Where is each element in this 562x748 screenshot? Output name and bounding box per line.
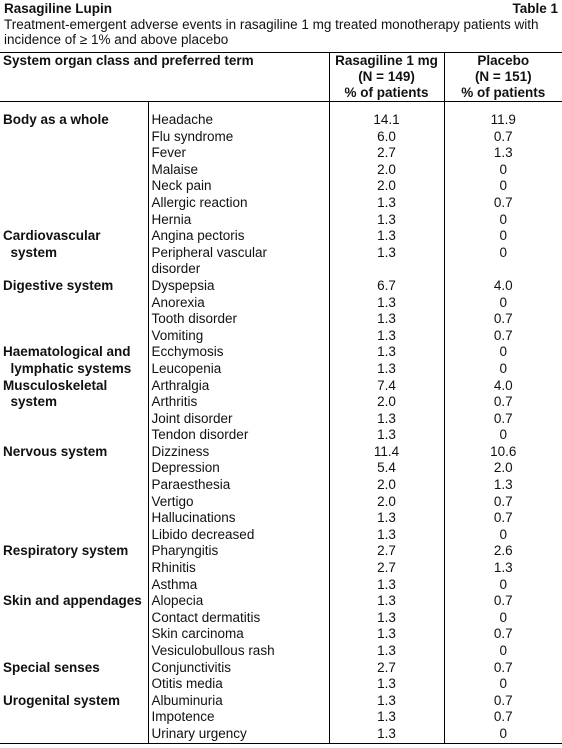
table-row — [0, 411, 562, 428]
organ-class-cell — [0, 643, 148, 660]
preferred-term-cell: Skin carcinoma — [148, 626, 329, 643]
placebo-percent-cell: 11.9 — [444, 112, 562, 129]
table-row — [0, 145, 562, 162]
preferred-term-cell: Vertigo — [148, 494, 329, 511]
placebo-percent-cell: 0 — [444, 610, 562, 627]
preferred-term-cell: Flu syndrome — [148, 129, 329, 146]
rasagiline-percent-cell: 2.0 — [329, 394, 444, 411]
preferred-term-cell: Anorexia — [148, 295, 329, 312]
preferred-term-cell: Tooth disorder — [148, 311, 329, 328]
preferred-term-cell: Otitis media — [148, 676, 329, 693]
organ-class-cell — [0, 261, 148, 278]
rasagiline-percent-cell: 1.3 — [329, 195, 444, 212]
table-row — [0, 444, 562, 461]
table-row — [0, 261, 562, 278]
organ-class-cell — [0, 328, 148, 345]
rasagiline-percent-cell: 1.3 — [329, 212, 444, 229]
organ-class-cell — [0, 626, 148, 643]
table-row — [0, 212, 562, 229]
organ-class-cell — [0, 577, 148, 594]
rasagiline-percent-cell: 5.4 — [329, 460, 444, 477]
preferred-term-cell: Dyspepsia — [148, 278, 329, 295]
spacer-cell — [444, 102, 562, 113]
organ-class-cell — [0, 676, 148, 693]
preferred-term-cell: Urinary urgency — [148, 726, 329, 743]
table-row — [0, 643, 562, 660]
rasagiline-percent-cell: 2.0 — [329, 477, 444, 494]
preferred-term-cell: Joint disorder — [148, 411, 329, 428]
rasagiline-percent-cell: 1.3 — [329, 328, 444, 345]
placebo-percent-cell: 2.0 — [444, 460, 562, 477]
preferred-term-cell: Conjunctivitis — [148, 660, 329, 677]
placebo-percent-cell: 0 — [444, 344, 562, 361]
placebo-percent-cell: 0 — [444, 228, 562, 245]
placebo-percent-cell: 0 — [444, 676, 562, 693]
placebo-percent-cell: 0 — [444, 162, 562, 179]
preferred-term-cell: Hallucinations — [148, 510, 329, 527]
rasagiline-percent-cell: 1.3 — [329, 411, 444, 428]
preferred-term-cell: Paraesthesia — [148, 477, 329, 494]
placebo-percent-cell: 4.0 — [444, 378, 562, 395]
preferred-term-cell: Angina pectoris — [148, 228, 329, 245]
table-row — [0, 311, 562, 328]
placebo-percent-cell: 0.7 — [444, 328, 562, 345]
organ-class-cell — [0, 178, 148, 195]
preferred-term-cell: Vomiting — [148, 328, 329, 345]
organ-class-cell — [0, 494, 148, 511]
rasagiline-percent-cell: 1.3 — [329, 295, 444, 312]
table-row — [0, 427, 562, 444]
organ-class-cell — [0, 460, 148, 477]
table-row — [0, 178, 562, 195]
preferred-term-cell: Rhinitis — [148, 560, 329, 577]
table-row — [0, 112, 562, 129]
table-row — [0, 560, 562, 577]
rasagiline-percent-cell: 7.4 — [329, 378, 444, 395]
rasagiline-percent-cell: 1.3 — [329, 245, 444, 262]
placebo-header-line-3: % of patients — [461, 85, 546, 100]
placebo-percent-cell: 0.7 — [444, 593, 562, 610]
table-row — [0, 162, 562, 179]
column-header-rasagiline — [329, 53, 444, 102]
rasagiline-percent-cell: 14.1 — [329, 112, 444, 129]
preferred-term-cell: Headache — [148, 112, 329, 129]
placebo-percent-cell: 0.7 — [444, 494, 562, 511]
rasagiline-percent-cell — [329, 261, 444, 278]
placebo-percent-cell: 1.3 — [444, 145, 562, 162]
rasagiline-percent-cell: 2.0 — [329, 162, 444, 179]
rasagiline-percent-cell: 11.4 — [329, 444, 444, 461]
preferred-term-cell: Albuminuria — [148, 693, 329, 710]
table-row — [0, 295, 562, 312]
organ-class-cell: Respiratory system — [3, 543, 129, 559]
table-row — [0, 660, 562, 677]
placebo-header-line-1: Placebo — [477, 53, 530, 68]
table-row — [0, 510, 562, 527]
placebo-percent-cell: 0.7 — [444, 394, 562, 411]
rasagiline-percent-cell: 1.3 — [329, 427, 444, 444]
organ-class-cell: Musculoskeletal — [3, 377, 108, 393]
table-row — [0, 195, 562, 212]
placebo-percent-cell — [444, 261, 562, 278]
rasagiline-percent-cell: 2.7 — [329, 560, 444, 577]
table-row — [0, 543, 562, 560]
organ-class-cell — [0, 311, 148, 328]
rasagiline-percent-cell: 2.7 — [329, 660, 444, 677]
table-row — [0, 477, 562, 494]
organ-class-cell: Haematological and — [3, 344, 131, 360]
placebo-percent-cell: 0.7 — [444, 693, 562, 710]
placebo-percent-cell: 0.7 — [444, 626, 562, 643]
rasagiline-percent-cell: 1.3 — [329, 510, 444, 527]
spacer-row — [0, 102, 562, 113]
adverse-events-table — [0, 52, 562, 744]
table-row — [0, 577, 562, 594]
organ-class-cell — [0, 162, 148, 179]
table-row — [0, 527, 562, 544]
column-header-system: System organ class and preferred term — [0, 53, 329, 102]
document-title: Rasagiline Lupin — [4, 1, 113, 16]
rasagiline-percent-cell: 1.3 — [329, 726, 444, 743]
preferred-term-cell: Peripheral vascular — [148, 245, 329, 262]
placebo-percent-cell: 0 — [444, 427, 562, 444]
rasagiline-percent-cell: 1.3 — [329, 693, 444, 710]
preferred-term-cell: Hernia — [148, 212, 329, 229]
organ-class-cell — [0, 411, 148, 428]
rasagiline-percent-cell: 6.7 — [329, 278, 444, 295]
table-row — [0, 328, 562, 345]
placebo-percent-cell: 0 — [444, 212, 562, 229]
placebo-percent-cell: 0 — [444, 361, 562, 378]
preferred-term-cell: Depression — [148, 460, 329, 477]
rasagiline-percent-cell: 1.3 — [329, 643, 444, 660]
spacer-cell — [148, 102, 329, 113]
preferred-term-cell: Libido decreased — [148, 527, 329, 544]
table-row — [0, 460, 562, 477]
organ-class-cell — [0, 560, 148, 577]
table-row — [0, 626, 562, 643]
organ-class-cell: Body as a whole — [3, 112, 109, 127]
organ-class-cell: Digestive system — [3, 277, 114, 293]
placebo-percent-cell: 0 — [444, 295, 562, 312]
rasagiline-header-line-3: % of patients — [344, 85, 429, 100]
preferred-term-cell: Arthralgia — [148, 378, 329, 395]
rasagiline-percent-cell: 1.3 — [329, 577, 444, 594]
rasagiline-percent-cell: 1.3 — [329, 610, 444, 627]
rasagiline-percent-cell: 1.3 — [329, 593, 444, 610]
preferred-term-cell: Allergic reaction — [148, 195, 329, 212]
organ-class-cell: system — [3, 394, 58, 410]
preferred-term-cell: Ecchymosis — [148, 344, 329, 361]
preferred-term-cell: Neck pain — [148, 178, 329, 195]
table-row — [0, 361, 562, 378]
preferred-term-cell: Arthritis — [148, 394, 329, 411]
placebo-percent-cell: 10.6 — [444, 444, 562, 461]
column-header-placebo — [444, 53, 562, 102]
placebo-percent-cell: 0.7 — [444, 129, 562, 146]
organ-class-cell: Cardiovascular — [3, 228, 101, 244]
organ-class-cell: Special senses — [3, 659, 100, 675]
organ-class-cell — [0, 295, 148, 312]
organ-class-cell — [0, 129, 148, 146]
organ-class-cell — [0, 427, 148, 444]
rasagiline-percent-cell: 2.7 — [329, 145, 444, 162]
preferred-term-cell: Vesiculobullous rash — [148, 643, 329, 660]
rasagiline-percent-cell: 1.3 — [329, 311, 444, 328]
organ-class-cell — [0, 195, 148, 212]
placebo-percent-cell: 0 — [444, 643, 562, 660]
rasagiline-percent-cell: 1.3 — [329, 676, 444, 693]
table-body — [0, 102, 562, 744]
table-row — [0, 278, 562, 295]
organ-class-cell: Skin and appendages — [3, 593, 142, 609]
table-row — [0, 378, 562, 395]
preferred-term-cell: Malaise — [148, 162, 329, 179]
organ-class-cell — [0, 610, 148, 627]
rasagiline-percent-cell: 1.3 — [329, 527, 444, 544]
preferred-term-cell: disorder — [148, 261, 329, 278]
spacer-cell — [329, 102, 444, 113]
table-row — [0, 228, 562, 245]
placebo-percent-cell: 0 — [444, 527, 562, 544]
rasagiline-percent-cell: 6.0 — [329, 129, 444, 146]
table-row — [0, 610, 562, 627]
table-row — [0, 494, 562, 511]
placebo-percent-cell: 0 — [444, 245, 562, 262]
table-row — [0, 129, 562, 146]
placebo-percent-cell: 4.0 — [444, 278, 562, 295]
placebo-header-line-2: (N = 151) — [474, 69, 532, 84]
organ-class-cell — [0, 477, 148, 494]
table-row — [0, 693, 562, 710]
placebo-percent-cell: 0 — [444, 178, 562, 195]
organ-class-cell: Nervous system — [3, 443, 108, 459]
table-row — [0, 593, 562, 610]
placebo-percent-cell: 2.6 — [444, 543, 562, 560]
placebo-percent-cell: 1.3 — [444, 477, 562, 494]
organ-class-cell — [0, 726, 148, 743]
rasagiline-percent-cell: 1.3 — [329, 361, 444, 378]
rasagiline-header-line-2: (N = 149) — [358, 69, 415, 84]
organ-class-cell: lymphatic systems — [3, 360, 132, 376]
placebo-percent-cell: 0.7 — [444, 311, 562, 328]
table-row — [0, 394, 562, 411]
spacer-cell — [0, 102, 148, 113]
placebo-percent-cell: 0 — [444, 577, 562, 594]
rasagiline-percent-cell: 1.3 — [329, 626, 444, 643]
preferred-term-cell: Fever — [148, 145, 329, 162]
rasagiline-header-line-1: Rasagiline 1 mg — [335, 53, 438, 68]
table-row — [0, 676, 562, 693]
organ-class-cell: system — [3, 244, 58, 260]
preferred-term-cell: Asthma — [148, 577, 329, 594]
organ-class-cell — [0, 212, 148, 229]
table-row — [0, 709, 562, 726]
preferred-term-cell: Leucopenia — [148, 361, 329, 378]
organ-class-cell — [0, 527, 148, 544]
placebo-percent-cell: 0.7 — [444, 195, 562, 212]
preferred-term-cell: Impotence — [148, 709, 329, 726]
rasagiline-percent-cell: 1.3 — [329, 709, 444, 726]
rasagiline-percent-cell: 1.3 — [329, 228, 444, 245]
table-label: Table 1 — [512, 1, 558, 16]
table-header-row — [0, 53, 562, 102]
organ-class-cell — [0, 510, 148, 527]
table-row — [0, 726, 562, 743]
organ-class-cell: Urogenital system — [3, 692, 121, 708]
rasagiline-percent-cell: 2.0 — [329, 178, 444, 195]
rasagiline-percent-cell: 2.0 — [329, 494, 444, 511]
preferred-term-cell: Contact dermatitis — [148, 610, 329, 627]
document-header — [4, 1, 558, 17]
rasagiline-percent-cell: 2.7 — [329, 543, 444, 560]
placebo-percent-cell: 0 — [444, 726, 562, 743]
table-row — [0, 245, 562, 262]
placebo-percent-cell: 0.7 — [444, 660, 562, 677]
placebo-percent-cell: 0.7 — [444, 510, 562, 527]
organ-class-cell — [0, 145, 148, 162]
preferred-term-cell: Dizziness — [148, 444, 329, 461]
preferred-term-cell: Tendon disorder — [148, 427, 329, 444]
table-row — [0, 344, 562, 361]
table-caption: Treatment-emergent adverse events in rasagiline 1 mg treated monotherapy patients with incidence of ≥ 1% and above placebo — [4, 17, 539, 47]
placebo-percent-cell: 0.7 — [444, 709, 562, 726]
placebo-percent-cell: 0.7 — [444, 411, 562, 428]
organ-class-cell — [0, 709, 148, 726]
preferred-term-cell: Alopecia — [148, 593, 329, 610]
rasagiline-percent-cell: 1.3 — [329, 344, 444, 361]
preferred-term-cell: Pharyngitis — [148, 543, 329, 560]
placebo-percent-cell: 1.3 — [444, 560, 562, 577]
